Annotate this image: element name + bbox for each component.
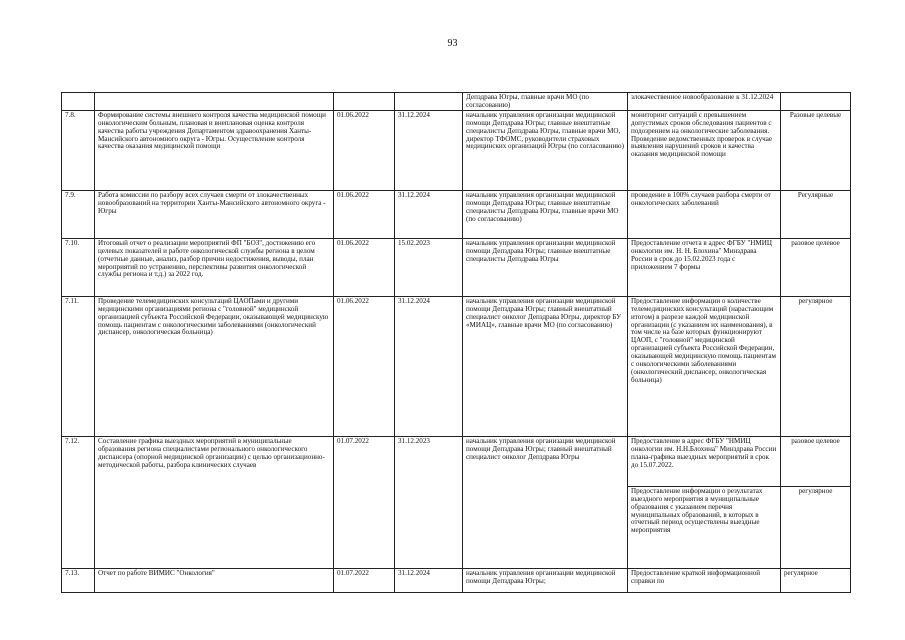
cell-start-date: 01.07.2022 bbox=[334, 568, 395, 592]
cell-result: Предоставление информации о результатах выездного мероприятия в муниципальные образования с указанием перечня муниципальных образований, в которых в отчетный период осуществлены выездные мероприятия bbox=[628, 486, 781, 568]
cell-activity bbox=[95, 93, 334, 111]
table-row bbox=[62, 110, 851, 190]
cell-result: злокачественное новообразование к 31.12.2024 bbox=[628, 93, 781, 111]
cell-responsible: начальник управления организации медицинской помощи Депздрава Югры; главные внештатные специалисты Депздрава Югры bbox=[463, 238, 628, 296]
cell-start-date: 01.07.2022 bbox=[334, 436, 395, 568]
cell-start-date: 01.06.2022 bbox=[334, 296, 395, 436]
cell-start-date bbox=[334, 93, 395, 111]
cell-responsible: Депздрава Югры, главные врачи МО (по согласованию) bbox=[463, 93, 628, 111]
table-row bbox=[62, 190, 851, 238]
cell-result: Предоставление в адрес ФГБУ "НМИЦ онкологии им. Н.Н.Блохина" Минздрава России плана-графика выездных мероприятий в срок до 15.07.2022. bbox=[628, 436, 781, 486]
cell-responsible: начальник управления организации медицинской помощи Депздрава Югры; bbox=[463, 568, 628, 592]
cell-activity: Работа комиссии по разбору всех случаев смерти от злокачественных новообразований на территории Ханты-Мансийского автономного округа - Югры bbox=[95, 190, 334, 238]
cell-activity: Отчет по работе ВИМИС "Онкология" bbox=[95, 568, 334, 592]
cell-end-date: 31.12.2024 bbox=[395, 568, 463, 592]
page-number: 93 bbox=[447, 38, 458, 49]
cell-activity: Формирование системы внешнего контроля качества медицинской помощи онкологическим больным, плановая и внеплановая оценка контроля качества работы учреждения Департаментом здравоохранения Ханты-Мансийского автономного округа - Югры. Осуществление контроля качества оказания медицинской помощи bbox=[95, 110, 334, 190]
cell-number: 7.13. bbox=[62, 568, 95, 592]
cell-periodicity: регулярное bbox=[781, 296, 851, 436]
table-row bbox=[62, 568, 851, 592]
cell-periodicity: регулярное bbox=[781, 486, 851, 568]
cell-periodicity: разовое целевое bbox=[781, 238, 851, 296]
cell-periodicity: Разовые целевые bbox=[781, 110, 851, 190]
cell-result: Предоставление информации о количестве телемедицинских консультаций (нарастающим итогом) в разрезе каждой медицинской организации (с указанием их наименования), в том числе на базе которых функционируют ЦАОП, с "головной" медицинской организацией субъекта Российской Федерации, оказывающей медицинскую помощь пациентам с онкологическими заболеваниями (онкологический диспансер, онкологическая больница) bbox=[628, 296, 781, 436]
cell-start-date: 01.06.2022 bbox=[334, 238, 395, 296]
cell-end-date: 31.12.2024 bbox=[395, 190, 463, 238]
cell-responsible: начальник управления организации медицинской помощи Депздрава Югры; главный внештатный специалист онколог Депздрава Югры, директор БУ «МИАЦ», главные врачи МО (по согласованию) bbox=[463, 296, 628, 436]
cell-number: 7.10. bbox=[62, 238, 95, 296]
cell-responsible: начальник управления организации медицинской помощи Депздрава Югры; главный внештатный специалист онколог Депздрава Югры bbox=[463, 436, 628, 568]
cell-end-date: 31.12.2023 bbox=[395, 436, 463, 568]
cell-result: проведение в 100% случаев разбора смерти от онкологических заболеваний bbox=[628, 190, 781, 238]
cell-periodicity: регулярное bbox=[781, 568, 851, 592]
cell-periodicity bbox=[781, 93, 851, 111]
cell-number: 7.12. bbox=[62, 436, 95, 568]
cell-end-date: 31.12.2024 bbox=[395, 296, 463, 436]
table-row bbox=[62, 238, 851, 296]
table-row bbox=[62, 436, 851, 486]
measures-table bbox=[61, 92, 851, 593]
cell-periodicity: разовое целевое bbox=[781, 436, 851, 486]
cell-responsible: начальник управления организации медицинской помощи Депздрава Югры; главные внештатные специалисты Депздрава Югры, главные врачи МО (по согласованию) bbox=[463, 190, 628, 238]
table-row bbox=[62, 296, 851, 436]
cell-start-date: 01.06.2022 bbox=[334, 110, 395, 190]
table-row bbox=[62, 93, 851, 111]
cell-activity: Итоговый отчет о реализации мероприятий ФП "БОЗ", достижению его целевых показателей и работе онкологической службы региона в целом (отчетные данные, анализ, разбор причин недостижения, выводы, план мероприятий по устранению, перспективы развития онкологической службы региона и т.д.) за 2022 год. bbox=[95, 238, 334, 296]
cell-number: 7.8. bbox=[62, 110, 95, 190]
cell-number: 7.11. bbox=[62, 296, 95, 436]
cell-activity: Составление графика выездных мероприятий в муниципальные образования региона специалистами регионального онкологического диспансера (опорной медицинской организации) с целью организационно-методической работы, разбора клинических случаев bbox=[95, 436, 334, 568]
cell-periodicity: Регулярные bbox=[781, 190, 851, 238]
cell-end-date: 15.02.2023 bbox=[395, 238, 463, 296]
cell-result: Предоставление отчета в адрес ФГБУ "НМИЦ онкологии им. Н. Н. Блохина" Минздрава России в срок до 15.02.2023 года с приложением 7 формы bbox=[628, 238, 781, 296]
cell-responsible: начальник управления организации медицинской помощи Депздрава Югры; главные внештатные специалисты Депздрава Югры, главные врачи МО, директор ТФОМС, руководители страховых медицинских организаций Югры (по согласованию) bbox=[463, 110, 628, 190]
cell-end-date bbox=[395, 93, 463, 111]
cell-number: 7.9. bbox=[62, 190, 95, 238]
cell-start-date: 01.06.2022 bbox=[334, 190, 395, 238]
cell-activity: Проведение телемедицинских консультаций ЦАОПами и другими медицинскими организациями региона с "головной" медицинской организацией субъекта Российской Федерации, оказывающей медицинскую помощь пациентам с онкологическими заболеваниями (онкологический диспансер, онкологическая больница) bbox=[95, 296, 334, 436]
cell-number bbox=[62, 93, 95, 111]
cell-result: мониторинг ситуаций с превышением допустимых сроков обследования пациентов с подозрением на онкологические заболевания. Проведение ведомственных проверок в случае выявления нарушений сроков и качества оказания медицинской помощи bbox=[628, 110, 781, 190]
cell-end-date: 31.12.2024 bbox=[395, 110, 463, 190]
cell-result: Предоставление краткой информационной справки по bbox=[628, 568, 781, 592]
